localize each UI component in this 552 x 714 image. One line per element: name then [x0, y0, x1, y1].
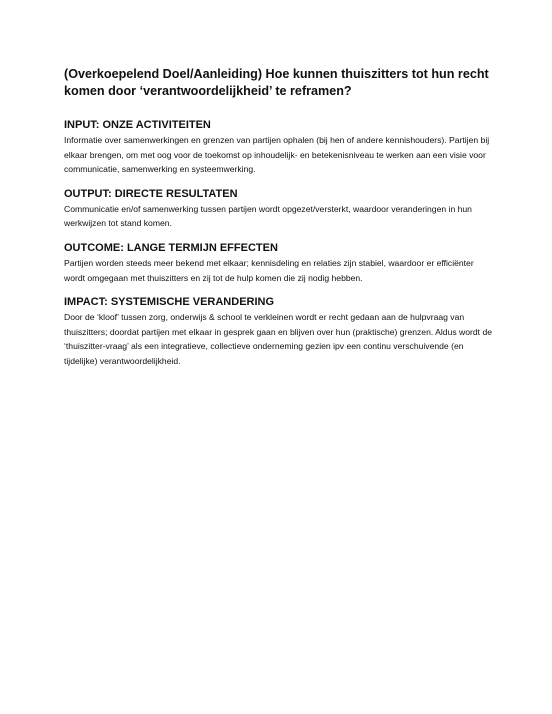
document-content	[64, 66, 494, 380]
section-body: Communicatie en/of samenwerking tussen partijen wordt opgezet/versterkt, waardoor veranderingen in hun werkwijzen tot stand komen.	[64, 203, 472, 229]
section-heading: OUTCOME: LANGE TERMIJN EFFECTEN	[64, 241, 278, 254]
section-heading: INPUT: ONZE ACTIVITEITEN	[64, 119, 211, 131]
section-heading: IMPACT: SYSTEMISCHE VERANDERING	[64, 296, 275, 309]
section-body: Informatie over samenwerkingen en grenzen van partijen ophalen (bij hen of andere kennishouders). Partijen bij elkaar brengen, om met oog voor de toekomst op inhoudelijk- en betekenisniveau te werken aan een visie voor communicatie, samenwerking en systeemwerking.	[64, 135, 490, 175]
section-body: Partijen worden steeds meer bekend met elkaar; kennisdeling en relaties zijn stabiel, waardoor er efficiënter wordt omgegaan met thuiszitters en zij tot de hulp komen die zij nodig hebben.	[64, 257, 474, 283]
section-impact	[64, 296, 494, 368]
section-body: Door de ‘kloof’ tussen zorg, onderwijs & school te verkleinen wordt er recht gedaan aan de hulpvraag van thuiszitters; doordat partijen met elkaar in gesprek gaan en blijven over hun (praktische) grenzen. Aldus wordt de ‘thuiszitter-vraag’ als een integratieve, collectieve onderneming gezien ipv een continu verschuivende (en tijdelijke) verantwoordelijkheid.	[64, 312, 493, 366]
section-output	[64, 188, 494, 231]
document-title: (Overkoepelend Doel/Aanleiding) Hoe kunnen thuiszitters tot hun recht komen door ‘verantwoordelijkheid’ te reframen?	[64, 67, 489, 98]
section-outcome	[64, 242, 494, 285]
section-heading: OUTPUT: DIRECTE RESULTATEN	[64, 187, 238, 200]
section-input	[64, 119, 494, 177]
